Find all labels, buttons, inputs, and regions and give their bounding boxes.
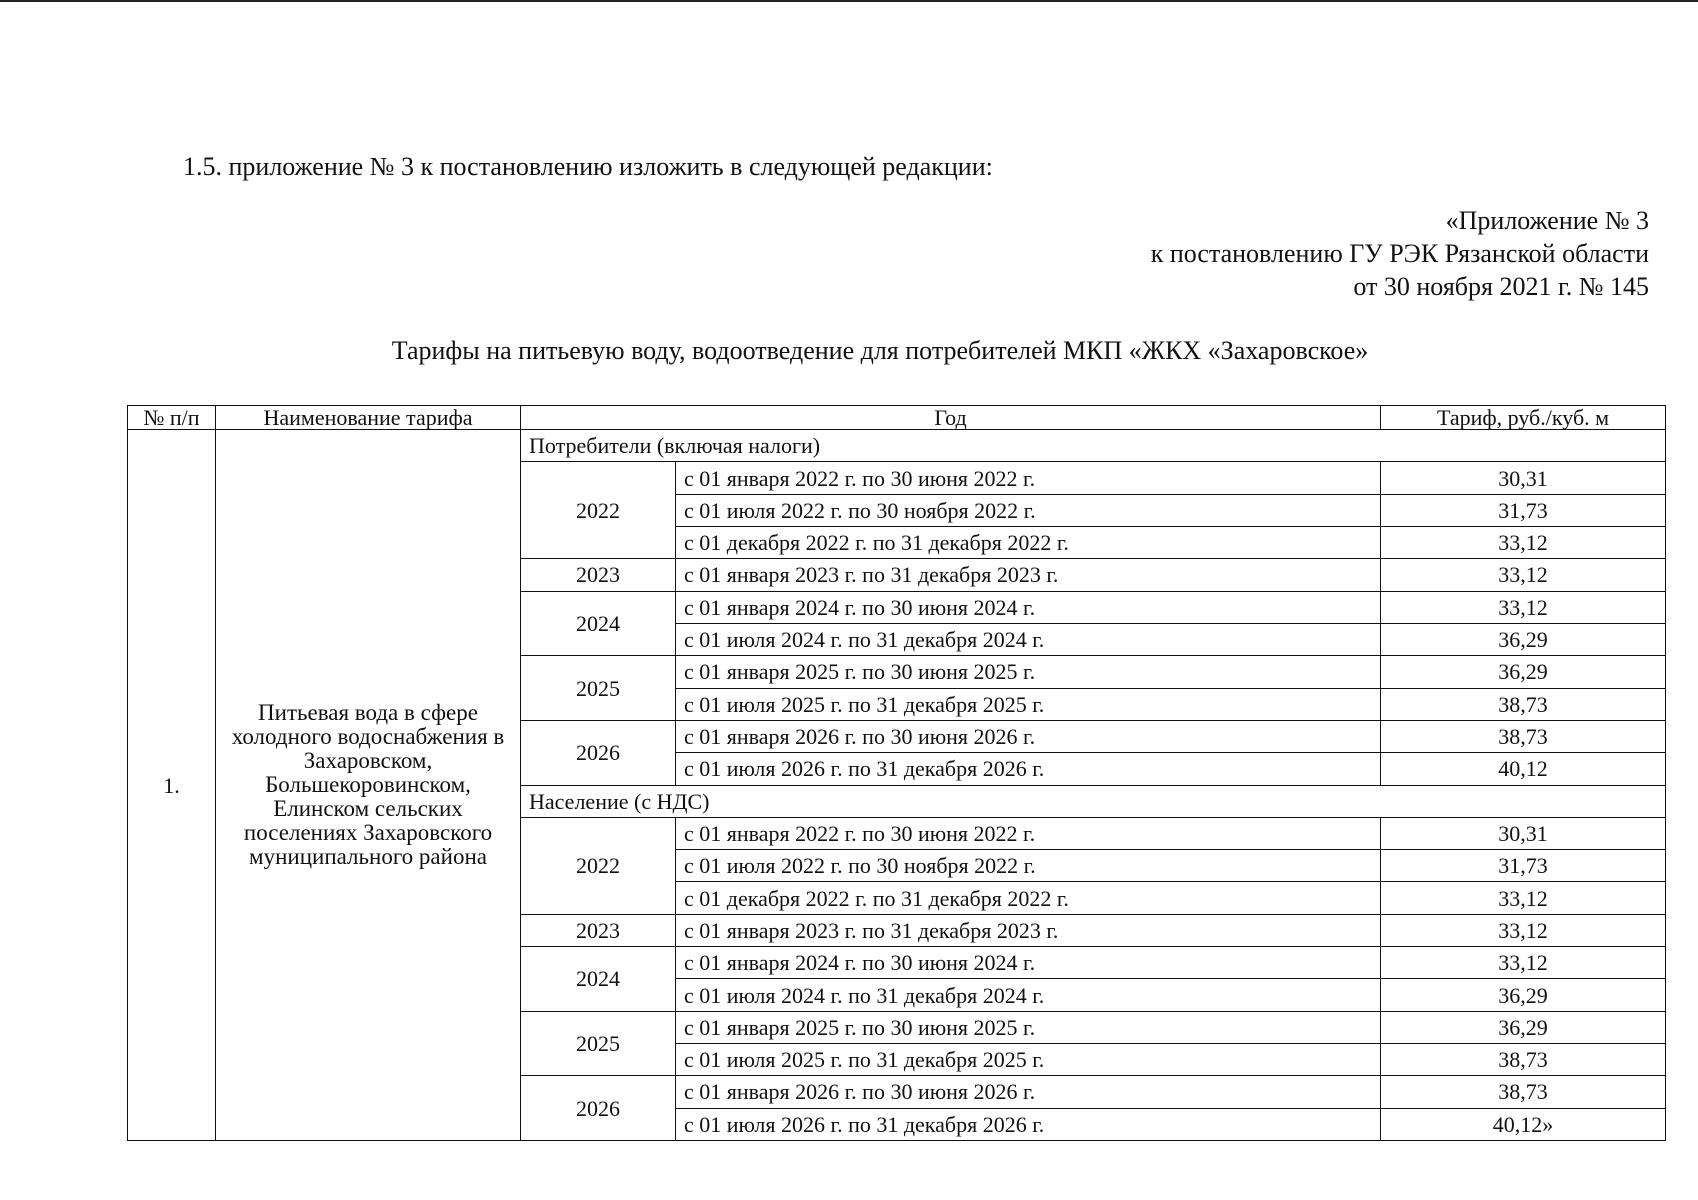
tariff-value-cell: 31,73 [1381,850,1666,882]
period-cell: с 01 января 2023 г. по 31 декабря 2023 г. [676,559,1381,591]
tariff-value-cell: 33,12 [1381,947,1666,979]
row-number: 1. [128,430,216,1141]
period-cell: с 01 июля 2022 г. по 30 ноября 2022 г. [676,850,1381,882]
tariff-value-cell: 40,12 [1381,753,1666,785]
consumer-group-label: Потребители (включая налоги) [521,430,1666,462]
tariff-value-cell: 33,12 [1381,914,1666,946]
year-cell: 2024 [521,591,676,656]
tariff-value-cell: 36,29 [1381,656,1666,688]
amendment-intro-text: 1.5. приложение № 3 к постановлению изложить в следующей редакции: [183,152,993,181]
appendix-ref-line: «Приложение № 3 [1445,206,1649,235]
period-cell: с 01 января 2022 г. по 30 июня 2022 г. [676,462,1381,494]
period-cell: с 01 июля 2026 г. по 31 декабря 2026 г. [676,753,1381,785]
year-cell: 2025 [521,656,676,721]
period-cell: с 01 июля 2024 г. по 31 декабря 2024 г. [676,623,1381,655]
period-cell: с 01 января 2023 г. по 31 декабря 2023 г. [676,914,1381,946]
period-cell: с 01 декабря 2022 г. по 31 декабря 2022 г. [676,527,1381,559]
year-cell: 2024 [521,947,676,1012]
period-cell: с 01 января 2022 г. по 30 июня 2022 г. [676,817,1381,849]
tariff-value-cell: 33,12 [1381,527,1666,559]
period-cell: с 01 января 2024 г. по 30 июня 2024 г. [676,591,1381,623]
tariff-value-cell: 40,12» [1381,1108,1666,1140]
table-header-row [128,406,1666,430]
period-cell: с 01 июля 2026 г. по 31 декабря 2026 г. [676,1108,1381,1140]
tariff-value-cell: 33,12 [1381,882,1666,914]
page-top-rule [0,0,1698,2]
tariff-value-cell: 31,73 [1381,494,1666,526]
tariff-table [127,405,1666,1141]
header-num: № п/п [128,406,216,430]
period-cell: с 01 декабря 2022 г. по 31 декабря 2022 г. [676,882,1381,914]
tariff-value-cell: 36,29 [1381,979,1666,1011]
year-cell: 2026 [521,1076,676,1141]
period-cell: с 01 января 2025 г. по 30 июня 2025 г. [676,1011,1381,1043]
period-cell: с 01 июля 2025 г. по 31 декабря 2025 г. [676,1044,1381,1076]
year-cell: 2026 [521,720,676,785]
year-cell: 2022 [521,817,676,914]
year-cell: 2025 [521,1011,676,1076]
year-cell: 2023 [521,559,676,591]
period-cell: с 01 июля 2024 г. по 31 декабря 2024 г. [676,979,1381,1011]
tariff-value-cell: 36,29 [1381,623,1666,655]
tariff-value-cell: 30,31 [1381,462,1666,494]
appendix-reference [1151,204,1649,303]
period-cell: с 01 января 2025 г. по 30 июня 2025 г. [676,656,1381,688]
period-cell: с 01 января 2026 г. по 30 июня 2026 г. [676,1076,1381,1108]
tariff-value-cell: 36,29 [1381,1011,1666,1043]
year-cell: 2023 [521,914,676,946]
header-name: Наименование тарифа [216,406,521,430]
period-cell: с 01 июля 2025 г. по 31 декабря 2025 г. [676,688,1381,720]
period-cell: с 01 июля 2022 г. по 30 ноября 2022 г. [676,494,1381,526]
tariff-value-cell: 33,12 [1381,591,1666,623]
tariff-value-cell: 33,12 [1381,559,1666,591]
header-year: Год [521,406,1381,430]
appendix-ref-line: к постановлению ГУ РЭК Рязанской области [1150,239,1649,268]
tariff-value-cell: 38,73 [1381,720,1666,752]
tariff-value-cell: 30,31 [1381,817,1666,849]
tariff-name: Питьевая вода в сфере холодного водоснабжения в Захаровском, Большекоровинском, Елинском сельских поселениях Захаровского муниципального района [216,430,521,1141]
period-cell: с 01 января 2026 г. по 30 июня 2026 г. [676,720,1381,752]
document-title: Тарифы на питьевую воду, водоотведение для потребителей МКП «ЖКХ «Захаровское» [391,336,1369,365]
appendix-ref-line: от 30 ноября 2021 г. № 145 [1353,272,1649,301]
header-tariff: Тариф, руб./куб. м [1381,406,1666,430]
tariff-table-body [128,430,1666,1141]
consumer-group-label: Население (с НДС) [521,785,1666,817]
year-cell: 2022 [521,462,676,559]
tariff-value-cell: 38,73 [1381,1044,1666,1076]
tariff-value-cell: 38,73 [1381,688,1666,720]
group-row [128,430,1666,462]
period-cell: с 01 января 2024 г. по 30 июня 2024 г. [676,947,1381,979]
tariff-value-cell: 38,73 [1381,1076,1666,1108]
